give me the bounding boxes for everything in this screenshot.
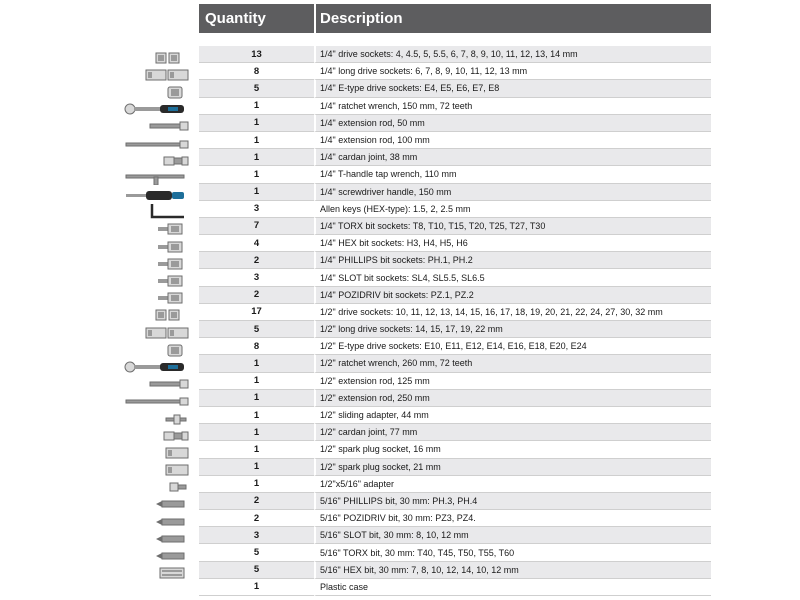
quantity-cell: 1 — [199, 149, 314, 166]
description-cell: 1/4" cardan joint, 38 mm — [314, 149, 711, 166]
bit-socket-icon — [100, 238, 196, 255]
bit-socket-icon — [100, 272, 196, 289]
quantity-cell: 17 — [199, 304, 314, 321]
description-cell: Allen keys (HEX-type): 1.5, 2, 2.5 mm — [314, 201, 711, 218]
table-row — [199, 235, 711, 252]
description-cell: 5/16" HEX bit, 30 mm: 7, 8, 10, 12, 14, 10, 12 mm — [314, 562, 711, 579]
quantity-header: Quantity — [205, 10, 266, 27]
description-cell: 1/2" extension rod, 125 mm — [314, 373, 711, 390]
description-cell: 1/4" screwdriver handle, 150 mm — [314, 184, 711, 201]
description-cell: 1/2" E-type drive sockets: E10, E11, E12, E14, E16, E18, E20, E24 — [314, 338, 711, 355]
description-cell: 5/16" POZIDRIV bit, 30 mm: PZ3, PZ4. — [314, 510, 711, 527]
description-cell: 1/2"x5/16" adapter — [314, 476, 711, 493]
cardan-joint-icon — [100, 427, 196, 444]
table-row — [199, 338, 711, 355]
table-row — [199, 493, 711, 510]
tool-icons-column — [100, 49, 196, 599]
table-row — [199, 304, 711, 321]
quantity-cell: 1 — [199, 184, 314, 201]
bit-icon — [100, 530, 196, 547]
e-socket-icon — [100, 83, 196, 100]
table-row — [199, 321, 711, 338]
table-row — [199, 166, 711, 183]
table-row — [199, 441, 711, 458]
description-cell: 1/4" ratchet wrench, 150 mm, 72 teeth — [314, 98, 711, 115]
long-socket-icon — [100, 66, 196, 83]
description-cell: 1/4" SLOT bit sockets: SL4, SL5.5, SL6.5 — [314, 269, 711, 286]
ratchet-icon — [100, 358, 196, 375]
extension-rod-short-icon — [100, 118, 196, 135]
table-row — [199, 98, 711, 115]
quantity-cell: 5 — [199, 80, 314, 97]
table-row — [199, 544, 711, 561]
quantity-cell: 4 — [199, 235, 314, 252]
table-row — [199, 184, 711, 201]
table-row — [199, 424, 711, 441]
e-socket-icon — [100, 341, 196, 358]
table-row — [199, 80, 711, 97]
description-cell: 1/4" extension rod, 100 mm — [314, 132, 711, 149]
table-row — [199, 287, 711, 304]
quantity-cell: 3 — [199, 201, 314, 218]
table-row — [199, 46, 711, 63]
allen-key-icon — [100, 204, 196, 221]
quantity-cell: 1 — [199, 390, 314, 407]
ratchet-icon — [100, 101, 196, 118]
description-cell: 1/4" HEX bit sockets: H3, H4, H5, H6 — [314, 235, 711, 252]
quantity-cell: 8 — [199, 63, 314, 80]
extension-rod-short-icon — [100, 376, 196, 393]
table-row — [199, 510, 711, 527]
table-row — [199, 201, 711, 218]
quantity-cell: 3 — [199, 269, 314, 286]
empty-icon-slot — [100, 582, 196, 599]
table-row — [199, 115, 711, 132]
description-cell: 1/4" T-handle tap wrench, 110 mm — [314, 166, 711, 183]
table-row — [199, 527, 711, 544]
description-header: Description — [314, 4, 711, 33]
quantity-cell: 8 — [199, 338, 314, 355]
extension-rod-long-icon — [100, 393, 196, 410]
quantity-cell: 1 — [199, 98, 314, 115]
spark-plug-socket-icon — [100, 444, 196, 461]
quantity-cell: 7 — [199, 218, 314, 235]
table-row — [199, 63, 711, 80]
description-cell: 1/4" drive sockets: 4, 4.5, 5, 5.5, 6, 7, 8, 9, 10, 11, 12, 13, 14 mm — [314, 46, 711, 63]
bit-socket-icon — [100, 290, 196, 307]
description-cell: 1/4" E-type drive sockets: E4, E5, E6, E7, E8 — [314, 80, 711, 97]
description-cell: 1/2" sliding adapter, 44 mm — [314, 407, 711, 424]
table-row — [199, 579, 711, 596]
table-row — [199, 459, 711, 476]
table-row — [199, 252, 711, 269]
quantity-cell: 5 — [199, 544, 314, 561]
quantity-cell: 2 — [199, 493, 314, 510]
extension-rod-long-icon — [100, 135, 196, 152]
quantity-cell: 1 — [199, 424, 314, 441]
quantity-cell: 2 — [199, 287, 314, 304]
table-row — [199, 562, 711, 579]
description-cell: 5/16" TORX bit, 30 mm: T40, T45, T50, T55, T60 — [314, 544, 711, 561]
quantity-cell: 1 — [199, 373, 314, 390]
quantity-cell: 1 — [199, 441, 314, 458]
t-handle-icon — [100, 169, 196, 186]
sliding-adapter-icon — [100, 410, 196, 427]
description-cell: Plastic case — [314, 579, 711, 596]
description-cell: 1/4" extension rod, 50 mm — [314, 115, 711, 132]
table-row — [199, 149, 711, 166]
table-row — [199, 355, 711, 372]
long-socket-icon — [100, 324, 196, 341]
table-row — [199, 218, 711, 235]
description-cell: 1/4" POZIDRIV bit sockets: PZ.1, PZ.2 — [314, 287, 711, 304]
table-row — [199, 407, 711, 424]
description-cell: 1/2" long drive sockets: 14, 15, 17, 19, 22 mm — [314, 321, 711, 338]
quantity-cell: 1 — [199, 132, 314, 149]
quantity-cell: 1 — [199, 355, 314, 372]
bit-socket-icon — [100, 255, 196, 272]
description-cell: 1/4" TORX bit sockets: T8, T10, T15, T20, T25, T27, T30 — [314, 218, 711, 235]
description-cell: 1/2" spark plug socket, 21 mm — [314, 459, 711, 476]
table-row — [199, 132, 711, 149]
quantity-cell: 2 — [199, 510, 314, 527]
socket-pair-icon — [100, 307, 196, 324]
cardan-joint-icon — [100, 152, 196, 169]
quantity-cell: 1 — [199, 115, 314, 132]
quantity-cell: 1 — [199, 407, 314, 424]
table-row — [199, 373, 711, 390]
table-body — [199, 46, 711, 596]
adapter-icon — [100, 479, 196, 496]
bit-icon — [100, 496, 196, 513]
description-cell: 1/4" long drive sockets: 6, 7, 8, 9, 10, 11, 12, 13 mm — [314, 63, 711, 80]
description-cell: 1/2" drive sockets: 10, 11, 12, 13, 14, 15, 16, 17, 18, 19, 20, 21, 22, 24, 27, 30, 32 mm — [314, 304, 711, 321]
description-cell: 5/16" PHILLIPS bit, 30 mm: PH.3, PH.4 — [314, 493, 711, 510]
quantity-cell: 5 — [199, 321, 314, 338]
description-cell: 1/2" spark plug socket, 16 mm — [314, 441, 711, 458]
quantity-cell: 2 — [199, 252, 314, 269]
description-cell: 1/2" ratchet wrench, 260 mm, 72 teeth — [314, 355, 711, 372]
description-cell: 1/4" PHILLIPS bit sockets: PH.1, PH.2 — [314, 252, 711, 269]
hex-bit-icon — [100, 565, 196, 582]
quantity-cell: 1 — [199, 166, 314, 183]
quantity-cell: 5 — [199, 562, 314, 579]
table-row — [199, 269, 711, 286]
socket-pair-icon — [100, 49, 196, 66]
description-cell: 5/16" SLOT bit, 30 mm: 8, 10, 12 mm — [314, 527, 711, 544]
description-cell: 1/2" cardan joint, 77 mm — [314, 424, 711, 441]
table-header — [199, 4, 711, 33]
description-cell: 1/2" extension rod, 250 mm — [314, 390, 711, 407]
bit-icon — [100, 513, 196, 530]
spark-plug-socket-icon — [100, 462, 196, 479]
parts-table — [199, 4, 711, 596]
quantity-cell: 3 — [199, 527, 314, 544]
quantity-cell: 1 — [199, 476, 314, 493]
bit-socket-icon — [100, 221, 196, 238]
bit-icon — [100, 547, 196, 564]
quantity-cell: 13 — [199, 46, 314, 63]
quantity-cell: 1 — [199, 579, 314, 596]
quantity-cell: 1 — [199, 459, 314, 476]
table-row — [199, 390, 711, 407]
table-row — [199, 476, 711, 493]
